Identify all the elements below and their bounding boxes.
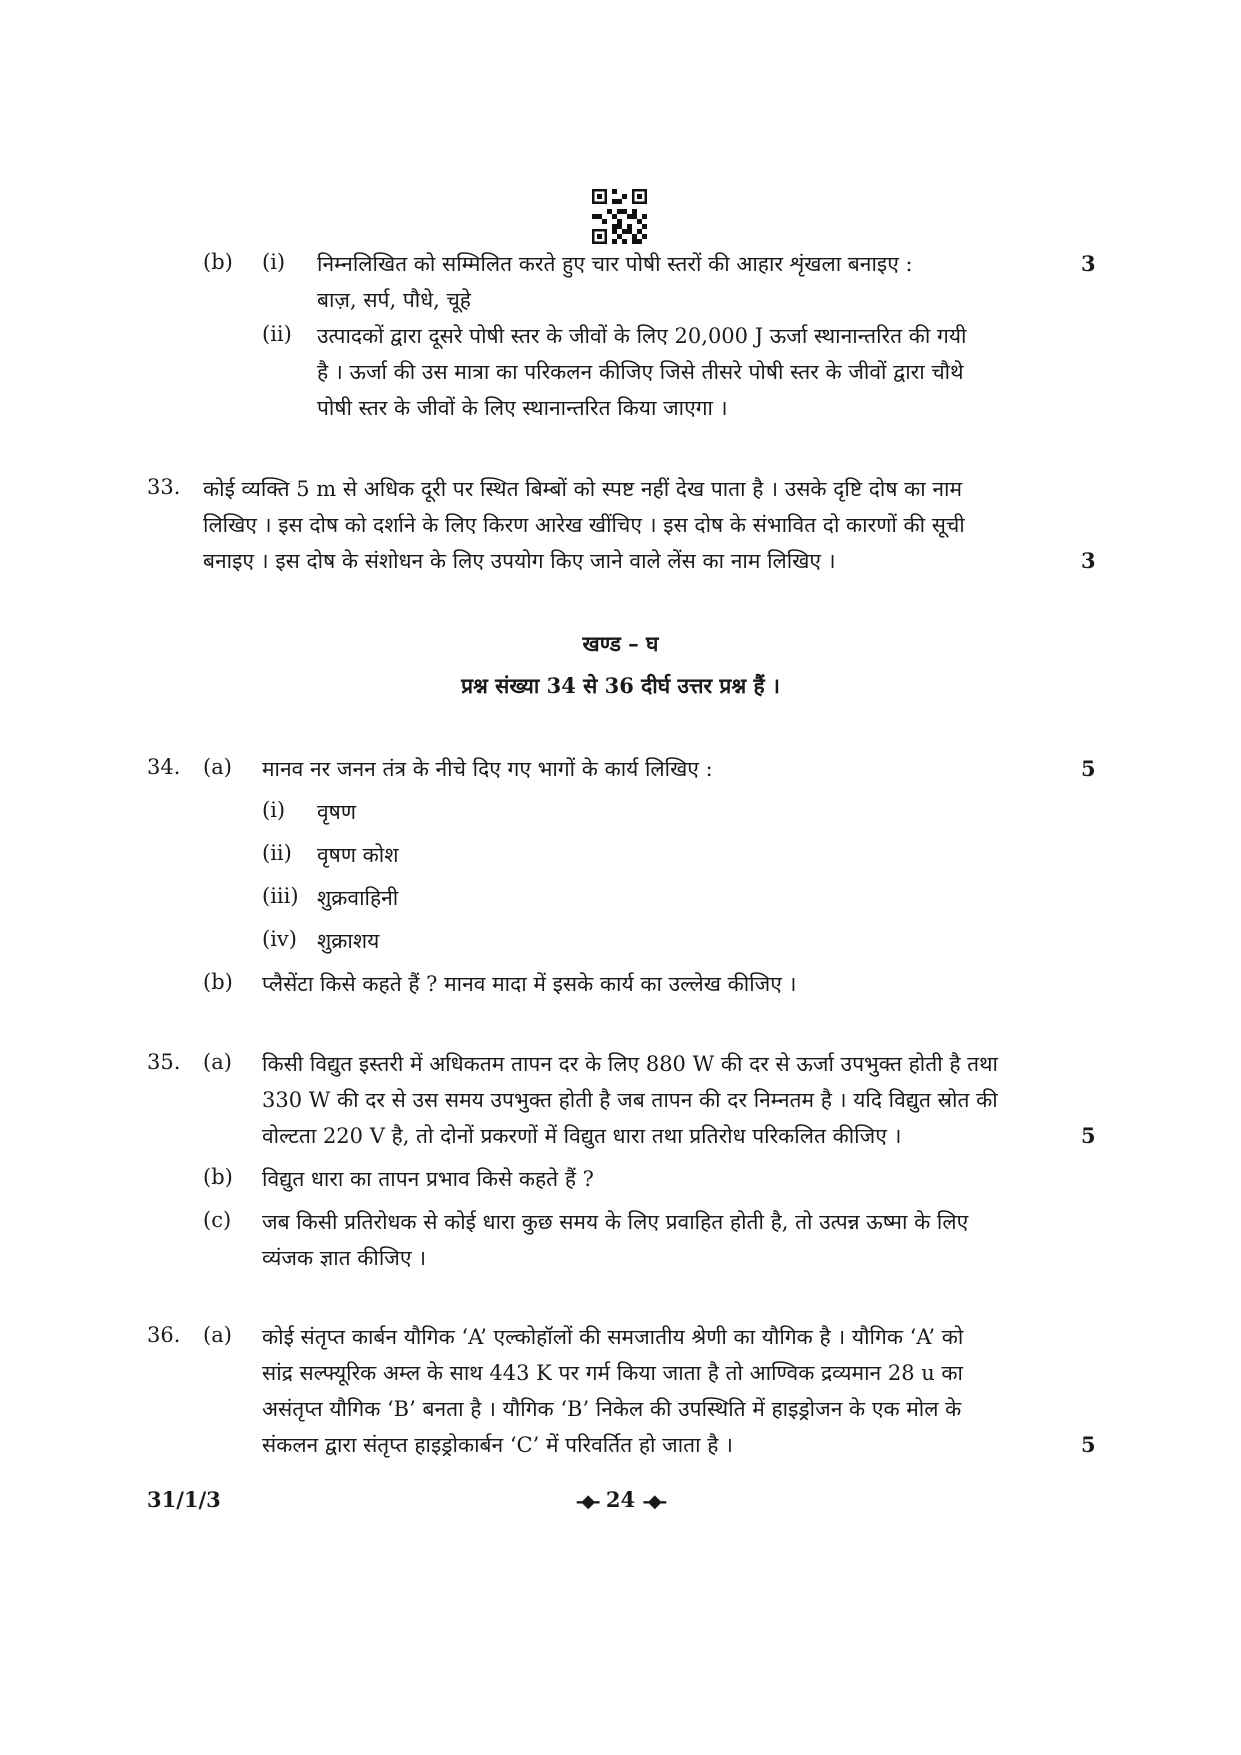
q34-item-label: (i): [262, 798, 286, 822]
q35-c-label: (c): [203, 1208, 232, 1232]
q34-a-text: मानव नर जनन तंत्र के नीचे दिए गए भागों के कार्य लिखिए :: [262, 757, 713, 781]
q33-line3: बनाइए । इस दोष के संशोधन के लिए उपयोग किए जाने वाले लेंस का नाम लिखिए ।: [203, 549, 836, 573]
q32-b-ii-line3: पोषी स्तर के जीवों के लिए स्थानान्तरित किया जाएगा ।: [317, 396, 728, 420]
q33-marks: 3: [1081, 548, 1096, 573]
page-number-block: [0, 1487, 1241, 1512]
q32-part-b-label: (b): [203, 250, 233, 274]
q35-a-line2: 330 W की दर से उस समय उपभुक्त होती है जब तापन की दर निम्नतम है । यदि विद्युत स्रोत की: [262, 1088, 998, 1112]
q33-line2: लिखिए । इस दोष को दर्शाने के लिए किरण आरेख खींचिए । इस दोष के संभावित दो कारणों की सूची: [203, 513, 965, 537]
q36-number: 36.: [147, 1323, 181, 1347]
q34-item-label: (ii): [262, 841, 292, 865]
q33-number: 33.: [147, 475, 181, 499]
q35-a-marks: 5: [1081, 1123, 1096, 1148]
q34-item-text: वृषण: [317, 800, 356, 824]
q32-b-i-label: (i): [262, 250, 286, 274]
q36-a-line1: कोई संतृप्त कार्बन यौगिक ‘A’ एल्कोहॉलों की समजातीय श्रेणी का यौगिक है । यौगिक ‘A’ को: [262, 1325, 964, 1349]
page-number: 24: [605, 1487, 636, 1512]
q34-number: 34.: [147, 755, 181, 779]
q36-a-marks: 5: [1081, 1432, 1096, 1457]
q36-a-label: (a): [203, 1323, 232, 1347]
q35-a-line3: वोल्टता 220 V है, तो दोनों प्रकरणों में विद्युत धारा तथा प्रतिरोध परिकलित कीजिए ।: [262, 1124, 902, 1148]
q35-c-line2: व्यंजक ज्ञात कीजिए ।: [262, 1246, 427, 1270]
q35-b-label: (b): [203, 1165, 233, 1189]
q34-item-text: शुक्राशय: [317, 929, 380, 953]
q34-item-label: (iv): [262, 927, 297, 951]
q34-item-text: शुक्रवाहिनी: [317, 886, 399, 910]
q32-b-ii-line1: उत्पादकों द्वारा दूसरे पोषी स्तर के जीवों के लिए 20,000 J ऊर्जा स्थानान्तरित की गयी: [317, 324, 967, 348]
q35-c-line1: जब किसी प्रतिरोधक से कोई धारा कुछ समय के लिए प्रवाहित होती है, तो उत्पन्न ऊष्मा के लिए: [262, 1210, 969, 1234]
q34-item-text: वृषण कोश: [317, 843, 399, 867]
qr-code-icon: [592, 189, 647, 244]
q34-b-label: (b): [203, 970, 233, 994]
q34-a-label: (a): [203, 755, 232, 779]
q33-line1: कोई व्यक्ति 5 m से अधिक दूरी पर स्थित बिम्बों को स्पष्ट नहीं देख पाता है । उसके दृष्टि दोष का नाम: [203, 477, 963, 501]
section-subtitle: प्रश्न संख्या 34 से 36 दीर्घ उत्तर प्रश्न हैं ।: [461, 673, 780, 698]
right-ornament-icon: -◆-: [642, 1491, 666, 1512]
section-title: खण्ड – घ: [582, 631, 659, 656]
q36-a-line4: संकलन द्वारा संतृप्त हाइड्रोकार्बन ‘C’ में परिवर्तित हो जाता है ।: [262, 1433, 734, 1457]
q32-b-ii-line2: है । ऊर्जा की उस मात्रा का परिकलन कीजिए जिसे तीसरे पोषी स्तर के जीवों द्वारा चौथे: [317, 360, 964, 384]
q35-a-label: (a): [203, 1050, 232, 1074]
q34-a-marks: 5: [1081, 756, 1096, 781]
q35-a-line1: किसी विद्युत इस्तरी में अधिकतम तापन दर के लिए 880 W की दर से ऊर्जा उपभुक्त होती है तथा: [262, 1052, 998, 1076]
q36-a-line3: असंतृप्त यौगिक ‘B’ बनता है । यौगिक ‘B’ निकेल की उपस्थिति में हाइड्रोजन के एक मोल के: [262, 1397, 962, 1421]
q36-a-line2: सांद्र सल्फ्यूरिक अम्ल के साथ 443 K पर गर्म किया जाता है तो आण्विक द्रव्यमान 28 u का: [262, 1361, 964, 1385]
q35-b-text: विद्युत धारा का तापन प्रभाव किसे कहते हैं ?: [262, 1167, 594, 1191]
paper-code: 31/1/3: [147, 1487, 221, 1512]
left-ornament-icon: -◆-: [575, 1491, 599, 1512]
q35-number: 35.: [147, 1050, 181, 1074]
q32-b-i-line1: निम्नलिखित को सम्मिलित करते हुए चार पोषी स्तरों की आहार शृंखला बनाइए :: [317, 252, 913, 276]
q34-item-label: (iii): [262, 884, 299, 908]
q32-b-i-line2: बाज़, सर्प, पौधे, चूहे: [317, 288, 471, 312]
q32-b-marks: 3: [1081, 251, 1096, 276]
q34-b-text: प्लैसेंटा किसे कहते हैं ? मानव मादा में इसके कार्य का उल्लेख कीजिए ।: [262, 972, 797, 996]
q32-b-ii-label: (ii): [262, 322, 292, 346]
